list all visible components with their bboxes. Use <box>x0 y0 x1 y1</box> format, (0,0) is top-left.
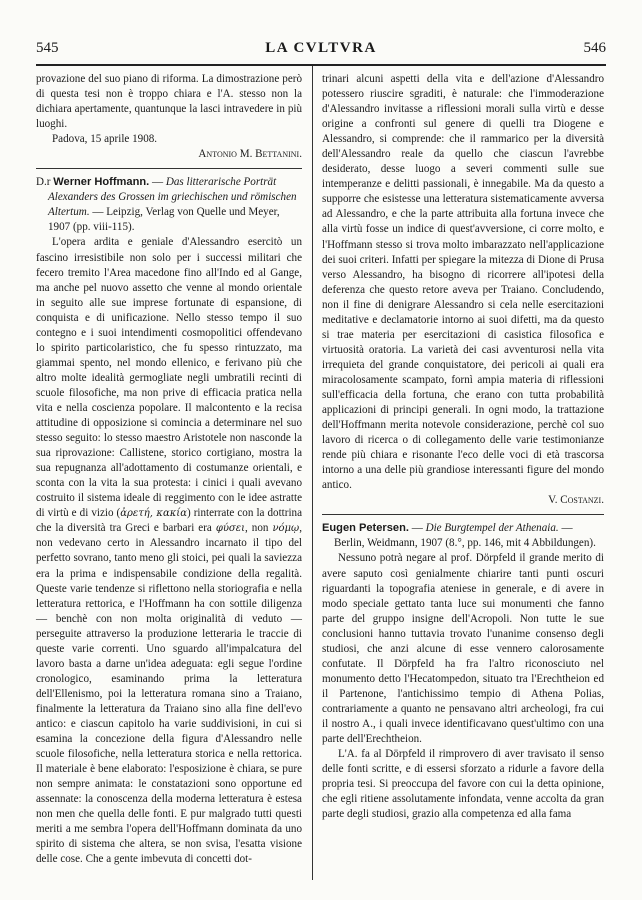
header-rule <box>36 64 606 66</box>
body-text: L'opera ardita e geniale d'Alessandro esercitò un fascino irresistibile non solo per i successi militari che fecero tremito l'Area macedone fino all'Indo ed al Gange, ma anche pel nuovo assetto che venne al mondo orientale in seguito alle sue imprese fortunate di espansione, di conquista e di unificazione. Nello stesso tempo il suo contegno e i suoi intendimenti cosmopolitici offendevano lo spirito particolaristico, che fu spesso rintuzzato, ma giammai spento, nel mondo ellenico, e ferivano più che altro molte idealità germogliate negli umbratili recinti di scuole filosofiche, ma non prive di efficacia pratica nella vita e nella coscienza popolare. Il malcontento e la recisa attitudine di opposizione si comincia a determinare nel suo stesso seguito: lo stesso maestro Aristotele non nasconde la sua riprovazione: Callistene, storico cortigiano, mostra la sua repugnanza all'adottamento di costumanze orientali, e sconta con la vita la sua protesta: i cinici i quali avevano costruito il sistema ideale di reggimento con le idee astratte di virtù e di vizio ( <box>36 236 302 520</box>
previous-review-ending: provazione del suo piano di riforma. La dimostrazione però di questa tesi non è troppo chiara e l'A. stesso non la dichiara apertamente, quantunque la lasci intravedere in più luoghi. <box>36 73 302 131</box>
review-title: Das litterarische Porträt Alexanders des Grossen im griechischen und römischen Altertum. <box>48 176 297 219</box>
greek-term: ἀρετή, κακία <box>120 508 187 520</box>
signature-costanzi: V. Costanzi. <box>548 494 604 507</box>
review-body-hoffmann <box>36 235 302 867</box>
review-heading-petersen <box>322 521 604 551</box>
dateline: Padova, 15 aprile 1908. <box>52 133 158 146</box>
review-title: Die Burgtempel der Athenaia. <box>425 522 559 535</box>
greek-term: νόμῳ <box>272 523 300 535</box>
review-author: Eugen Petersen. <box>322 522 409 535</box>
body-text: ) rinterrate con la dottrina che la diversità tra Greci e barbari era <box>36 507 303 535</box>
review-body-hoffmann-cont: trinari alcuni aspetti della vita e dell'azione d'Alessandro potessero riuscire sgraditi, è naturale: che l'immoderazione d'Alessandro invitasse a riflessioni morali sulla virtù e desse origine a confronti sul genere di quelli tra Diogene e Alessandro, si comprende: che il rammarico per la diversità dell'Alessandro reale da quello che ciascun l'avrebbe desiderato, desse luogo a severi commenti sulle sue intemperanze e delitti passionali, è innegabile. Ma da questo a supporre che esistesse una letteratura sistematicamente avversa ad Alessandro, e che la parte attribuita alla fortuna invece che alla virtù fosse un indice di quest'avversione, ci corre molto, e l'Hoffmann stesso si trova molto imbarazzato nell'applicazione dei suoi criteri. Infatti per spiegare la mitezza di Dione di Prusa verso Alessandro, ha bisogno di ricorrere all'ipotesi della deferenza che questo retore aveva per Traiano. Concludendo, non il fine di denigrare Alessandro si cela nelle esercitazioni meditative e declamatorie intorno ai suoi difetti, ma da questo si trae materia per esercitazioni di casistica filosofica e virtuosità oratoria. La varietà dei casi avventurosi nella vita irrequieta del grande conquistatore, dei pericoli ai quali era miracolosamente scampato, fornì ampia materia di riflessioni sull'efficacia della fortuna, che erano con tutta probabilità applicazioni di principi generali. In ogni modo, la trattazione dell'Hoffmann merita notevole considerazione, perchè col suo lavoro di ricerca o di collegamento delle varie testimonianze rende più chiara e risonante l'eco delle voci di età trascorsa intorno a una delle più grandiose interessanti figure del mondo antico. <box>322 73 604 492</box>
review-publication: — Leipzig, Verlag von Quelle und Meyer, 1907 (pp. viii-115). <box>48 206 280 234</box>
heading-dash: — <box>149 176 166 189</box>
signature-bettanini: Antonio M. Bettanini. <box>198 148 302 161</box>
column-divider <box>312 66 313 880</box>
body-text: , non vedevano certo in Alessandro incarnato il tipo del perfetto sovrano, tanto meno gli stoici, pei quali la saviezza era la prima e indispensabile condizione della regalità. Queste varie tendenze si riflettono nella storiografia e nella letteratura rettorica, e l'Hoffmann ha con sottile diligenza — benchè con non molta originalità di veduto — perseguite attraverso la produzione letteraria le traccie di queste varie correnti. Uno sguardo all'impalcatura del lavoro basta a darne un'idea adeguata: egli segue l'ordine cronologico, esaminando prima la letteratura dell'Ellenismo, poi la letteratura romana sino a Traiano, finalmente la letteratura da Traiano sino alla fine dell'evo antico: e ciascun capitolo ha varie suddivisioni, in cui si esamina la concezione della figura d'Alessandro nelle scuole filosofiche, nella letteratura storica e nella rettorica. Il materiale è bene elaborato: l'esposizione è chiara, se pure non sempre animata: le constatazioni sono opportune ed assennate: la conoscenza della moderna letteratura è estesa non men che quella delle fonti. E pur malgrado tutti questi meriti a me sembra l'opera dell'Hoffmann dominata da uno spirito di sistema che altera, se non svisa, l'esatta visione delle cose. Che a gente imbevuta di concetti dot- <box>36 522 302 866</box>
page-number-left: 545 <box>36 40 59 56</box>
journal-title: LA CVLTVRA <box>265 40 377 56</box>
review-heading-hoffmann <box>36 175 302 235</box>
review-paragraph: Nessuno potrà negare al prof. Dörpfeld il grande merito di avere saputo così genialmente chiarire tanti punti oscuri riguardanti la topografia ateniese in generale, e di avere in modo speciale gettato tanta luce sui monumenti che fanno parte del gruppo insigne dell'Acropoli. Non tutte le sue conclusioni hanno tuttavia trovato l'unanime consenso degli studiosi, che anzi alcune di esse vennero calorosamente confutate. Il Dörpfeld ha fra l'altro riconosciuto nel monumento detto l'Hecatompedon, situato tra l'Erechtheion ed il Partenone, l'antichissimo tempio di Athena Polias, contrariamente a quanto ne pensavano altri archeologi, fra cui il nostro A., i quali invece identificavano quest'ultimo con una parte dell'Erechtheion. <box>322 552 604 746</box>
review-publication: — Berlin, Weidmann, 1907 (8.°, pp. 146, mit 4 Abbildungen). <box>334 522 596 550</box>
review-author: Werner Hoffmann. <box>53 176 150 189</box>
left-column <box>36 72 302 867</box>
heading-dash: — <box>408 522 426 535</box>
body-text: , non <box>245 522 273 535</box>
review-paragraph: L'A. fa al Dörpfeld il rimprovero di aver travisato il senso delle fonti scritte, e di essersi sforzato a ridurle a favore della propria tesi. Si preoccupa del favore con cui la detta opinione, che egli ritiene assolutamente infondata, venne accolta da gran parte degli studiosi, grazio alla competenza ed alla fama <box>322 748 604 821</box>
section-divider <box>322 514 604 515</box>
author-prefix: D.r <box>36 176 51 189</box>
section-divider <box>36 168 302 169</box>
greek-term: φύσει <box>215 523 246 535</box>
running-header <box>36 40 606 62</box>
page-number-right: 546 <box>583 40 606 56</box>
right-column <box>322 72 604 822</box>
